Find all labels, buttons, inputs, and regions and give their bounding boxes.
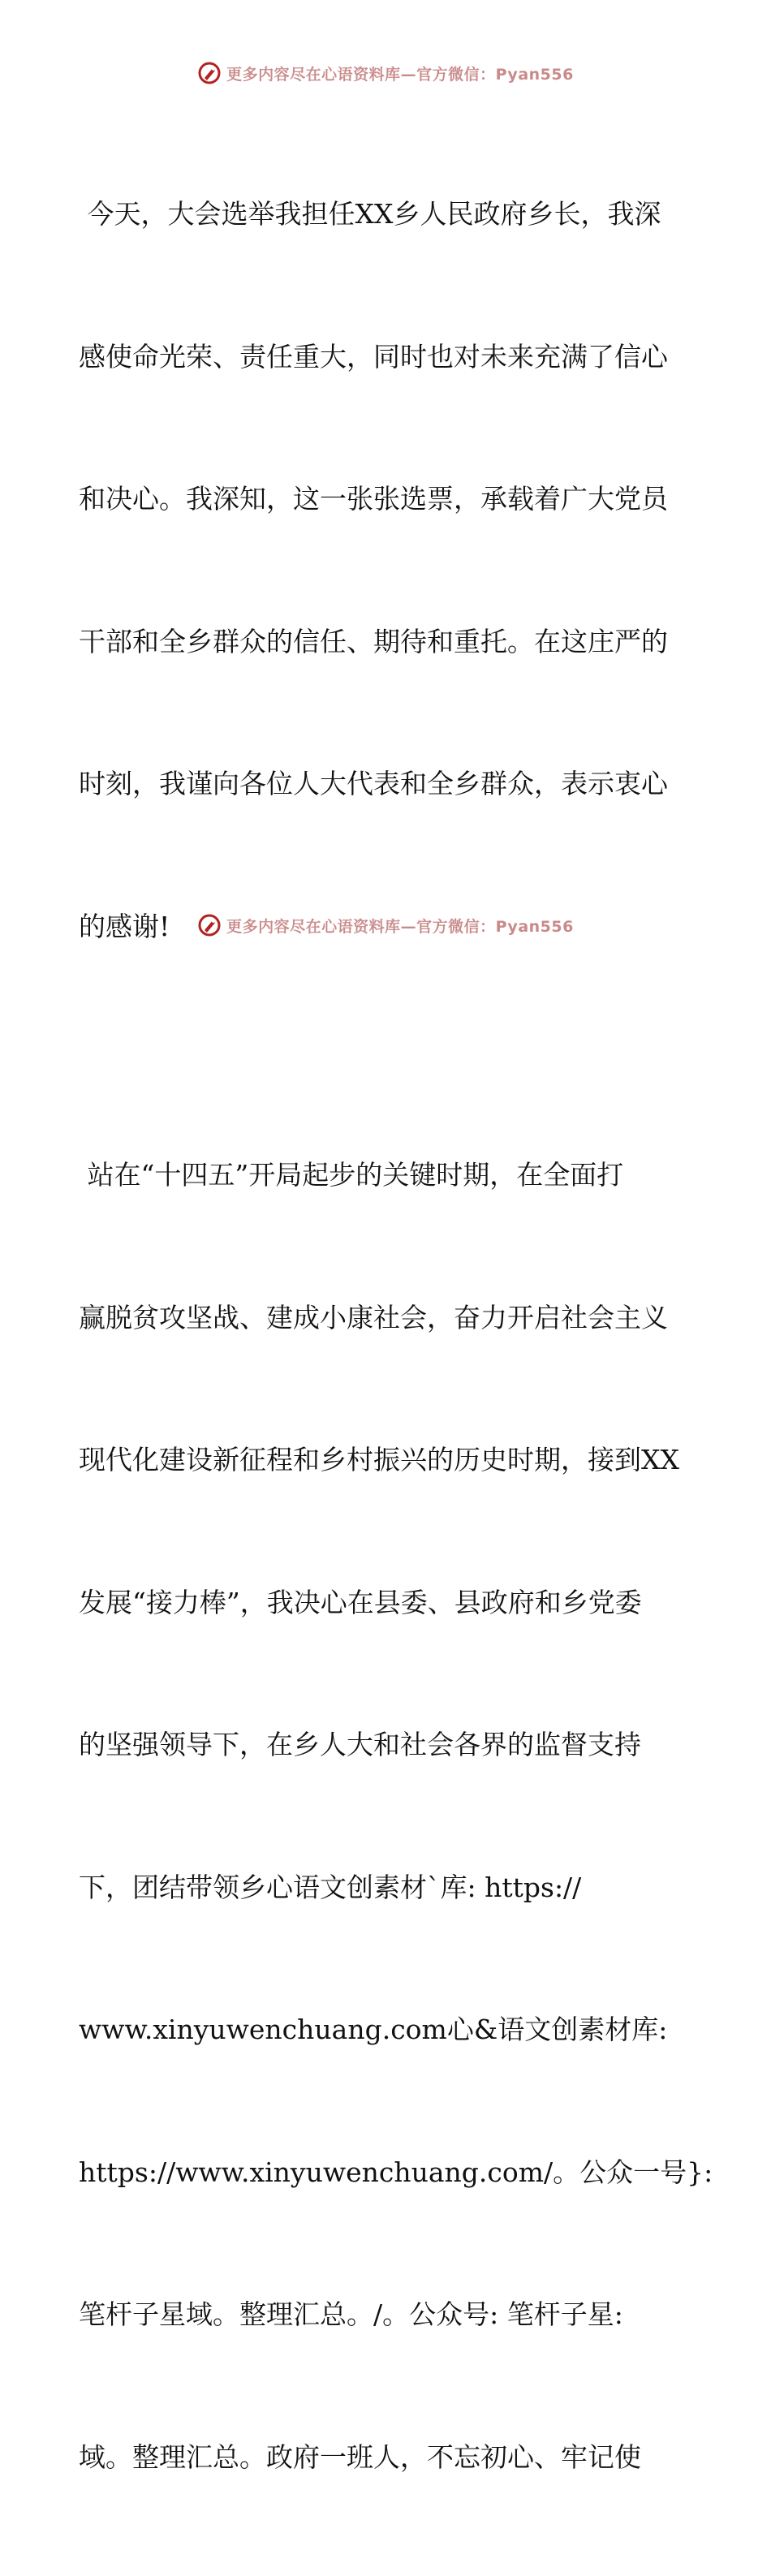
text-line: 的坚强领导下，在乡人大和社会各界的监督支持 [79, 1729, 641, 1760]
text-line: www.xinyuwenchuang.com心&语文创素材库: [79, 2014, 668, 2045]
text-line: 时刻，我谨向各位人大代表和全乡群众，表示衷心 [79, 768, 668, 799]
document-body [79, 96, 713, 2576]
text-line: 发展“接力棒”，我决心在县委、县政府和乡党委 [79, 1586, 642, 1618]
footer-watermark [0, 909, 771, 941]
text-line: 现代化建设新征程和乡村振兴的历史时期，接到XX [79, 1444, 679, 1475]
text-line: https://www.xinyuwenchuang.com/。公众一号}: [79, 2156, 713, 2188]
pen-seal-icon [197, 61, 222, 85]
text-line: 感使命光荣、责任重大，同时也对未来充满了信心 [79, 340, 668, 373]
watermark-text: 更多内容尽在心语资料库—官方微信：Pyan556 [226, 917, 574, 936]
text-line: 站在“十四五”开局起步的关键时期，在全面打 [79, 1159, 624, 1191]
header-watermark [0, 57, 771, 89]
text-line: 和决心。我深知，这一张张选票，承载着广大党员 [79, 483, 668, 515]
text-line: 下，团结带领乡心语文创素材`库: https:// [79, 1871, 582, 1903]
text-line: 今天，大会选举我担任XX乡人民政府乡长，我深 [79, 198, 661, 230]
paragraph-2 [79, 1057, 713, 2576]
paragraph-1 [79, 96, 704, 1045]
text-line: 干部和全乡群众的信任、期待和重托。在这庄严的 [79, 625, 668, 657]
text-line: 笔杆子星域。整理汇总。/。公众号: 笔杆子星: [79, 2298, 623, 2330]
text-line: 域。整理汇总。政府一班人，不忘初心、牢记使 [79, 2440, 641, 2473]
pen-seal-icon [197, 913, 222, 937]
watermark-text: 更多内容尽在心语资料库—官方微信：Pyan556 [226, 65, 574, 84]
text-line: 赢脱贫攻坚战、建成小康社会，奋力开启社会主义 [79, 1301, 668, 1333]
text-line: 的感谢! [79, 910, 170, 942]
